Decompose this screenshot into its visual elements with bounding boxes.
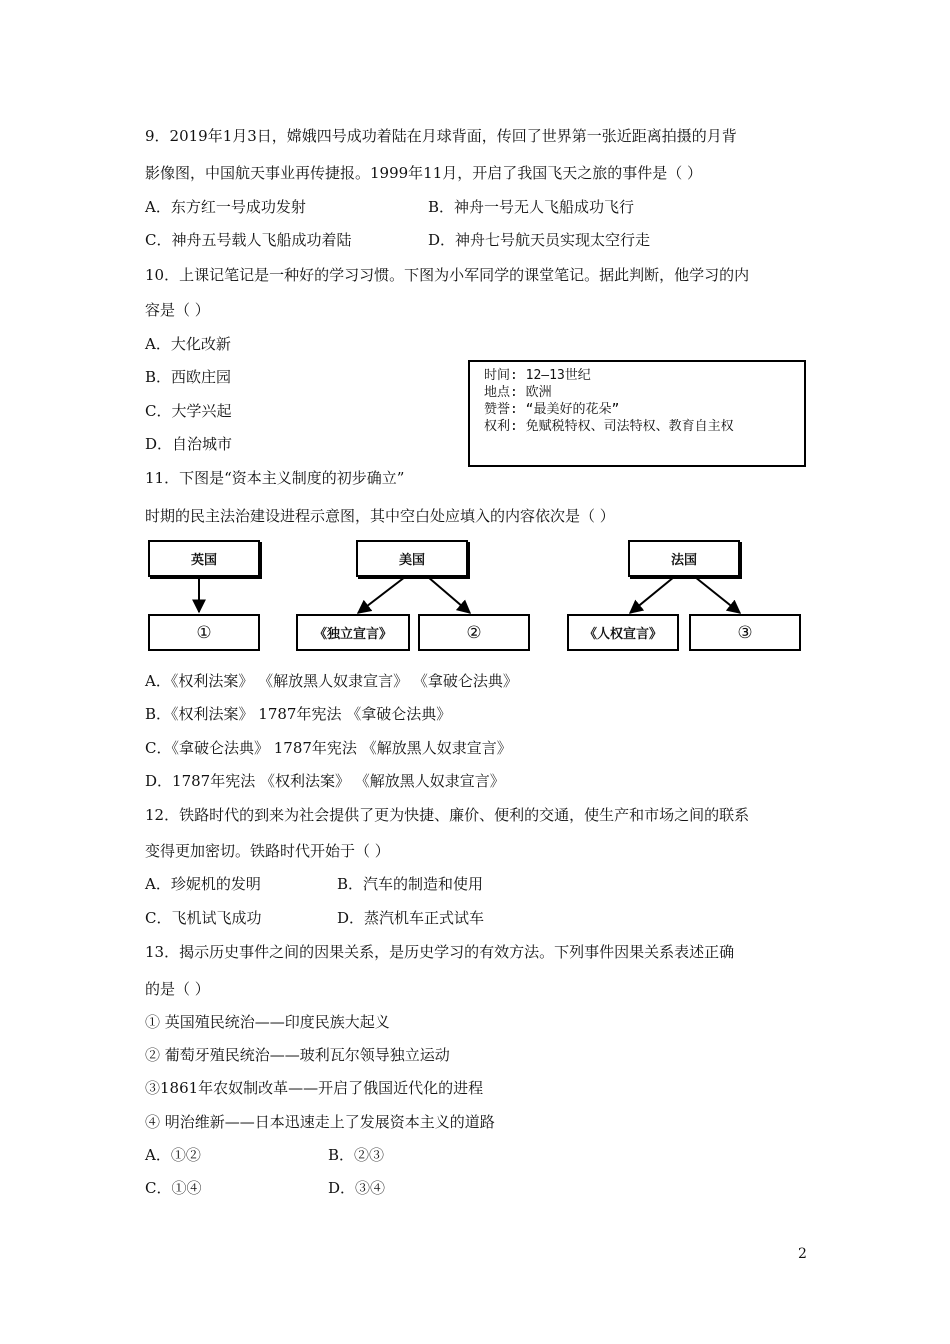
q11-option-b: B．《权利法案》 1787年宪法 《拿破仑法典》 <box>145 705 452 723</box>
q12-option-b: B．汽车的制造和使用 <box>337 875 484 893</box>
q13-option-a: A．①② <box>145 1146 201 1164</box>
q13-item-1: ① 英国殖民统治——印度民族大起义 <box>145 1013 390 1031</box>
q10-stem-line1: 10．上课记笔记是一种好的学习习惯。下图为小军同学的课堂笔记。据此判断，他学习的内 <box>145 266 750 284</box>
note-praise: 赞誉: “最美好的花朵” <box>484 402 620 417</box>
q9-stem-line1: 9．2019年1月3日，嫦娥四号成功着陆在月球背面，传回了世界第一张近距离拍摄的月背 <box>145 127 737 145</box>
france-box: 法国 <box>628 540 740 577</box>
independence-box: 《独立宣言》 <box>296 614 410 651</box>
arrow-usa-to-independence <box>358 577 405 613</box>
q10-stem-line2: 容是（ ） <box>145 301 210 319</box>
q13-stem-line1: 13．揭示历史事件之间的因果关系，是历史学习的有效方法。下列事件因果关系表述正确 <box>145 943 735 961</box>
q13-stem-line2: 的是（ ） <box>145 980 210 998</box>
q11-stem-line1: 11．下图是“资本主义制度的初步确立” <box>145 469 405 487</box>
q9-option-b: B．神舟一号无人飞船成功飞行 <box>428 198 635 216</box>
q9-option-d: D．神舟七号航天员实现太空行走 <box>428 231 651 249</box>
blank1-label: ① <box>196 622 212 643</box>
q13-option-d: D．③④ <box>328 1179 386 1197</box>
q9-option-a: A．东方红一号成功发射 <box>145 198 306 216</box>
q12-option-d: D．蒸汽机车正式试车 <box>337 909 485 927</box>
q12-option-c: C．飞机试飞成功 <box>145 909 262 927</box>
q10-option-a: A．大化改新 <box>145 335 231 353</box>
arrow-usa-to-blank2 <box>428 577 470 613</box>
blank2-box <box>418 614 530 651</box>
note-place: 地点: 欧洲 <box>484 385 552 400</box>
q10-option-d: D．自治城市 <box>145 435 233 453</box>
q11-option-c: C．《拿破仑法典》 1787年宪法 《解放黑人奴隶宣言》 <box>145 739 512 757</box>
q11-stem-line2: 时期的民主法治建设进程示意图，其中空白处应填入的内容依次是（ ） <box>145 507 615 525</box>
note-rights: 权利: 免赋税特权、司法特权、教育自主权 <box>484 419 734 434</box>
blank3-box <box>689 614 801 651</box>
q12-option-a: A．珍妮机的发明 <box>145 875 261 893</box>
blank2-label: ② <box>466 622 482 643</box>
q9-option-c: C．神舟五号载人飞船成功着陆 <box>145 231 352 249</box>
q13-option-c: C．①④ <box>145 1179 202 1197</box>
q11-option-d: D．1787年宪法 《权利法案》 《解放黑人奴隶宣言》 <box>145 772 505 790</box>
q13-item-4: ④ 明治维新——日本迅速走上了发展资本主义的道路 <box>145 1113 495 1131</box>
note-time: 时间: 12—13世纪 <box>484 368 591 383</box>
q13-item-2: ② 葡萄牙殖民统治——玻利瓦尔领导独立运动 <box>145 1046 450 1064</box>
q12-stem-line2: 变得更加密切。铁路时代开始于（ ） <box>145 842 390 860</box>
page-number: 2 <box>798 1246 807 1262</box>
england-box: 英国 <box>148 540 260 577</box>
rights-declaration-box: 《人权宣言》 <box>567 614 679 651</box>
arrow-france-to-blank3 <box>695 577 740 613</box>
q9-stem-line2: 影像图，中国航天事业再传捷报。1999年11月，开启了我国飞天之旅的事件是（ ） <box>145 164 703 182</box>
q11-option-a: A．《权利法案》 《解放黑人奴隶宣言》 《拿破仑法典》 <box>145 672 518 690</box>
q10-option-b: B．西欧庄园 <box>145 368 232 386</box>
usa-box: 美国 <box>356 540 468 577</box>
q13-item-3: ③1861年农奴制改革——开启了俄国近代化的进程 <box>145 1079 484 1097</box>
q12-stem-line1: 12．铁路时代的到来为社会提供了更为快捷、廉价、便利的交通，使生产和市场之间的联系 <box>145 806 750 824</box>
q10-option-c: C．大学兴起 <box>145 402 232 420</box>
arrow-france-to-rights <box>630 577 674 613</box>
q13-option-b: B．②③ <box>328 1146 385 1164</box>
blank1-box <box>148 614 260 651</box>
blank3-label: ③ <box>737 622 753 643</box>
